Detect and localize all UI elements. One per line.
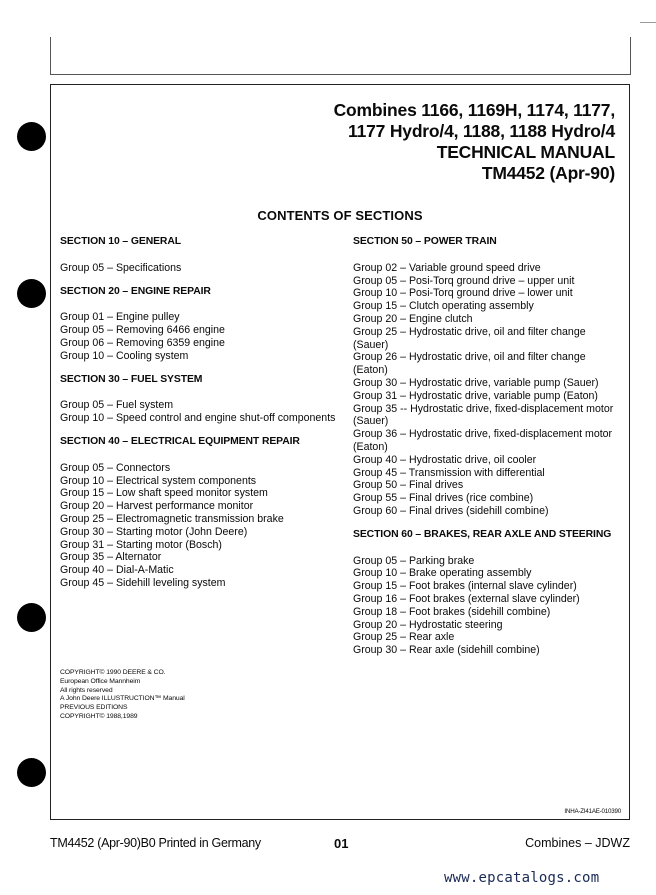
- toc-group-entry[interactable]: Group 40 – Dial-A-Matic: [60, 564, 174, 577]
- title-line: TECHNICAL MANUAL: [436, 142, 615, 162]
- section-title[interactable]: SECTION 10 – GENERAL: [60, 236, 181, 247]
- toc-section: [60, 436, 345, 590]
- toc-group-entry[interactable]: Group 05 – Specifications: [60, 261, 182, 274]
- toc-group-entry[interactable]: Group 50 – Final drives: [353, 479, 464, 492]
- watermark-link[interactable]: www.epcatalogs.com: [444, 870, 600, 886]
- toc-group-entry[interactable]: Group 05 – Fuel system: [60, 399, 174, 412]
- copyright-line: COPYRIGHT© 1990 DEERE & CO.: [60, 669, 166, 676]
- section-title[interactable]: SECTION 50 – POWER TRAIN: [353, 236, 497, 247]
- toc-group-entry[interactable]: Group 02 – Variable ground speed drive: [353, 261, 541, 274]
- toc-section: [353, 529, 623, 657]
- binder-hole: [17, 279, 46, 308]
- footer-manual-id: TM4452 (Apr-90)B0 Printed in Germany: [50, 836, 261, 850]
- toc-group-entry[interactable]: Group 36 – Hydrostatic drive, fixed-displacement motor (Eaton): [353, 428, 613, 453]
- toc-group-entry[interactable]: Group 35 – Alternator: [60, 551, 162, 564]
- toc-group-entry[interactable]: Group 25 – Rear axle: [353, 631, 455, 644]
- title-line: TM4452 (Apr-90): [481, 163, 615, 183]
- binder-hole: [17, 603, 46, 632]
- toc-group-entry[interactable]: Group 30 – Hydrostatic drive, variable pump (Sauer): [353, 376, 599, 389]
- header-frame: [50, 37, 631, 75]
- toc-group-entry[interactable]: Group 60 – Final drives (sidehill combine): [353, 504, 549, 517]
- toc-group-entry[interactable]: Group 05 – Connectors: [60, 461, 171, 474]
- toc-group-entry[interactable]: Group 25 – Hydrostatic drive, oil and filter change (Sauer): [353, 325, 586, 351]
- right-column: [353, 236, 623, 668]
- toc-group-entry[interactable]: Group 10 – Speed control and engine shut-off components: [60, 412, 336, 425]
- copyright-line: All rights reserved: [60, 686, 113, 694]
- toc-group-entry[interactable]: Group 15 – Clutch operating assembly: [353, 300, 534, 313]
- toc-group-entry[interactable]: Group 10 – Posi-Torq ground drive – lower unit: [353, 287, 573, 300]
- copyright-line: COPYRIGHT© 1988,1989: [60, 712, 138, 720]
- copyright-line: A John Deere ILLUSTRUCTION™ Manual: [60, 695, 185, 703]
- toc-group-entry[interactable]: Group 35 -- Hydrostatic drive, fixed-displacement motor (Sauer): [353, 402, 614, 428]
- copyright-notice: [60, 669, 185, 722]
- toc-section: [353, 236, 623, 518]
- toc-group-entry[interactable]: Group 40 – Hydrostatic drive, oil cooler: [353, 453, 537, 466]
- toc-group-entry[interactable]: Group 30 – Rear axle (sidehill combine): [353, 644, 540, 657]
- toc-group-entry[interactable]: Group 01 – Engine pulley: [60, 311, 180, 324]
- toc-group-entry[interactable]: Group 20 – Harvest performance monitor: [60, 500, 254, 513]
- toc-group-entry[interactable]: Group 10 – Electrical system components: [60, 474, 257, 487]
- toc-group-entry[interactable]: Group 10 – Cooling system: [60, 349, 189, 362]
- contents-heading: CONTENTS OF SECTIONS: [257, 208, 423, 223]
- toc-group-entry[interactable]: Group 25 – Electromagnetic transmission brake: [60, 512, 284, 525]
- binder-hole: [17, 122, 46, 151]
- toc-group-entry[interactable]: Group 20 – Engine clutch: [353, 312, 473, 325]
- page-frame: [50, 84, 630, 820]
- copyright-line: PREVIOUS EDITIONS: [60, 704, 128, 712]
- toc-group-entry[interactable]: Group 05 – Removing 6466 engine: [60, 324, 225, 337]
- toc-group-entry[interactable]: Group 05 – Parking brake: [353, 554, 475, 567]
- toc-group-entry[interactable]: Group 06 – Removing 6359 engine: [60, 336, 225, 349]
- section-title[interactable]: SECTION 30 – FUEL SYSTEM: [60, 373, 203, 385]
- toc-group-entry[interactable]: Group 20 – Hydrostatic steering: [353, 618, 503, 631]
- section-title[interactable]: SECTION 20 – ENGINE REPAIR: [60, 285, 211, 297]
- toc-group-entry[interactable]: Group 16 – Foot brakes (external slave cylinder): [353, 592, 580, 605]
- section-title[interactable]: SECTION 60 – BRAKES, REAR AXLE AND STEERING: [353, 528, 612, 540]
- footer-product: Combines – JDWZ: [525, 836, 630, 850]
- title-line: Combines 1166, 1169H, 1174, 1177,: [333, 100, 615, 120]
- binder-hole: [17, 758, 46, 787]
- toc-group-entry[interactable]: Group 45 – Sidehill leveling system: [60, 576, 226, 589]
- copyright-line: European Office Mannheim: [60, 677, 141, 685]
- drawing-id: INHA-ZI41AE-010390: [564, 808, 621, 815]
- section-title[interactable]: SECTION 40 – ELECTRICAL EQUIPMENT REPAIR: [60, 435, 300, 447]
- toc-group-entry[interactable]: Group 05 – Posi-Torq ground drive – upper unit: [353, 274, 575, 287]
- toc-section: [60, 236, 345, 275]
- toc-group-entry[interactable]: Group 15 – Low shaft speed monitor system: [60, 487, 268, 500]
- toc-group-entry[interactable]: Group 31 – Hydrostatic drive, variable pump (Eaton): [353, 389, 598, 402]
- title-line: 1177 Hydro/4, 1188, 1188 Hydro/4: [348, 121, 615, 141]
- title-block: [334, 100, 615, 184]
- page-number: 01: [334, 836, 349, 851]
- toc-group-entry[interactable]: Group 26 – Hydrostatic drive, oil and filter change (Eaton): [353, 351, 586, 377]
- toc-group-entry[interactable]: Group 31 – Starting motor (Bosch): [60, 538, 222, 551]
- toc-group-entry[interactable]: Group 30 – Starting motor (John Deere): [60, 525, 248, 538]
- toc-section: [60, 286, 345, 363]
- toc-group-entry[interactable]: Group 45 – Transmission with differential: [353, 466, 545, 479]
- toc-group-entry[interactable]: Group 15 – Foot brakes (internal slave cylinder): [353, 580, 577, 593]
- toc-group-entry[interactable]: Group 10 – Brake operating assembly: [353, 567, 532, 580]
- toc-group-entry[interactable]: Group 55 – Final drives (rice combine): [353, 492, 534, 505]
- crop-mark: [640, 22, 656, 23]
- toc-group-entry[interactable]: Group 18 – Foot brakes (sidehill combine): [353, 605, 551, 618]
- toc-section: [60, 374, 345, 425]
- left-column: [60, 236, 345, 601]
